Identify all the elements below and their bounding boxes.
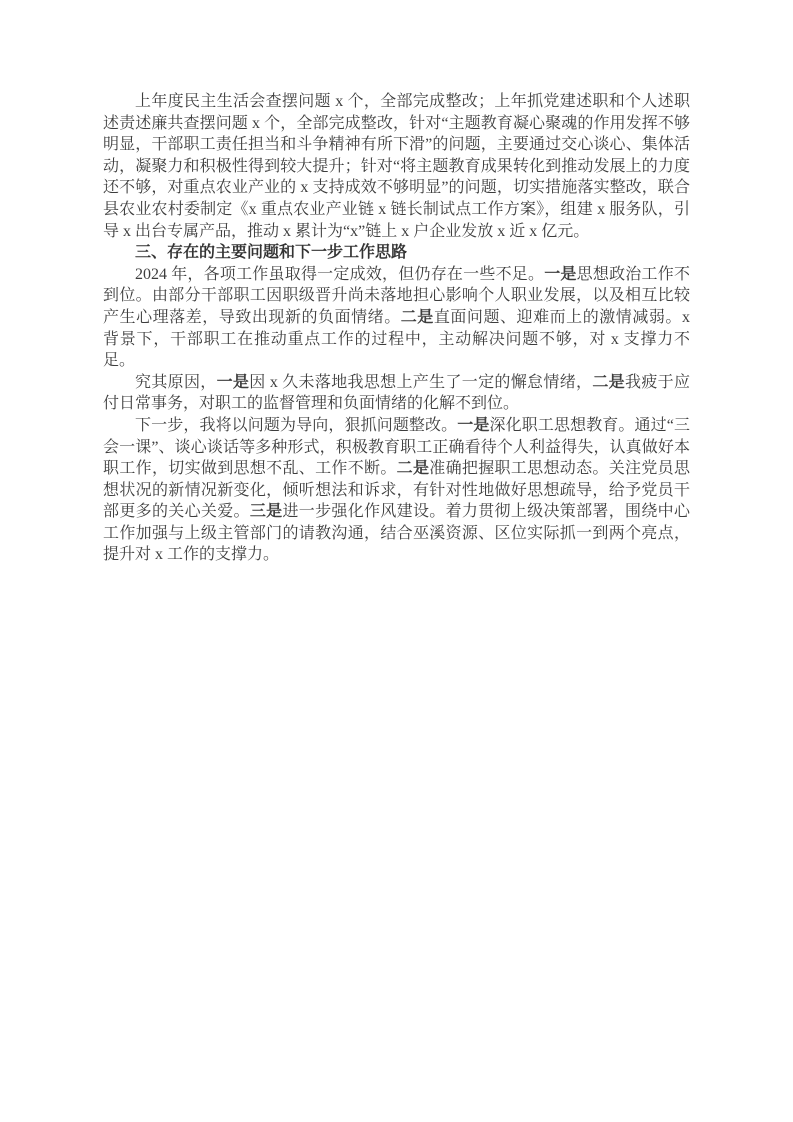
document-content [103,91,690,566]
bold-text-run: 二是 [396,460,430,478]
bold-text-run: 一是 [544,265,577,283]
section-heading [103,242,690,264]
bold-text-run: 一是 [457,416,490,434]
bold-text-run: 三是 [249,503,283,521]
text-run: 直面问题、迎难而上的激情减弱。x 背景下，干部职工在推动重点工作的过程中，主动解决问题不够，对 x 支撑力不足。 [103,308,690,370]
paragraph [103,264,690,372]
bold-text-run: 三、存在的主要问题和下一步工作思路 [135,244,408,262]
text-run: 深化职工思想教育。通过“三会一课”、谈心谈话等多种形式，积极教育职工正确看待个人利益得失，认真做好本职工作，切实做到思想不乱、工作不断。 [103,416,690,478]
text-run: 思想政治工作不到位。由部分干部职工因职级晋升尚未落地担心影响个人职业发展，以及相互比较产生心理落差，导致出现新的负面情绪。 [103,265,690,326]
paragraph [103,91,690,242]
text-run: 进一步强化作风建设。着力贯彻上级决策部署，围绕中心工作加强与上级主管部门的请教沟通，结合巫溪资源、区位实际抓一到两个亮点，提升对 x 工作的支撑力。 [103,503,690,564]
text-run: 下一步，我将以问题为导向，狠抓问题整改。 [135,416,458,434]
paragraph [103,372,690,415]
bold-text-run: 一是 [216,373,250,391]
text-run: 因 x 久未落地我思想上产生了一定的懈怠情绪， [249,373,593,391]
text-run: 2024 年，各项工作虽取得一定成效，但仍存在一些不足。 [135,265,545,283]
text-run: 上年度民主生活会查摆问题 x 个，全部完成整改；上年抓党建述职和个人述职述责述廉共查摆问题 x 个，全部完成整改，针对“主题教育凝心聚魂的作用发挥不够明显，干部职工责任担当和斗争精神有所下滑”的问题，主要通过交心谈心、集体活动，凝聚力和积极性得到较大提升；针对“将主题教育成果转化到推动发展上的力度还不够，对重点农业产业的 x 支持成效不够明显”的问题，切实措施落实整改，联合县农业农村委制定《x 重点农业产业链 x 链长制试点工作方案》，组建 x 服务队，引导 x 出台专属产品，推动 x 累计为“x”链上 x 户企业发放 x 近 x 亿元。 [103,93,690,240]
text-run: 究其原因， [135,373,217,391]
text-run: 准确把握职工思想动态。关注党员思想状况的新情况新变化，倾听想法和诉求，有针对性地做好思想疏导，给予党员干部更多的关心关爱。 [103,460,690,521]
bold-text-run: 二是 [592,373,625,391]
text-run: 我疲于应付日常事务，对职工的监督管理和负面情绪的化解不到位。 [103,373,690,413]
paragraph [103,415,690,566]
bold-text-run: 二是 [400,308,434,326]
